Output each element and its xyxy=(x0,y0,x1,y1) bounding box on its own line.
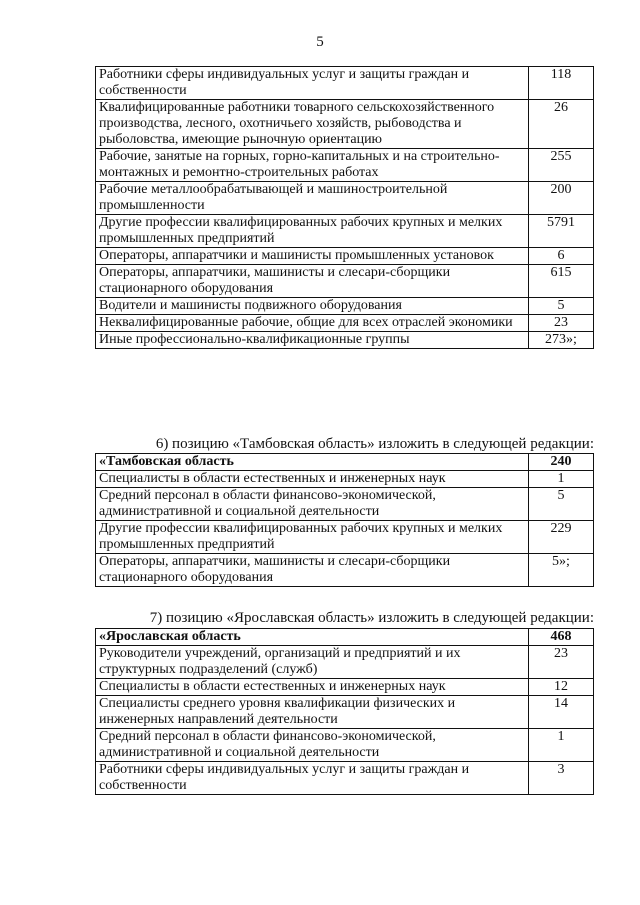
table-row xyxy=(96,67,594,100)
row-value: 12 xyxy=(529,679,594,696)
table-row xyxy=(96,332,594,349)
table-row xyxy=(96,696,594,729)
table-continuation xyxy=(95,66,594,349)
row-label: Другие профессии квалифицированных рабочих крупных и мелких промышленных предприятий xyxy=(96,521,529,554)
instruction-tambov: 6) позицию «Тамбовская область» изложить в следующей редакции: xyxy=(155,436,594,452)
table-yaroslavl xyxy=(95,628,594,795)
table-row xyxy=(96,315,594,332)
table-row xyxy=(96,646,594,679)
row-label: Другие профессии квалифицированных рабочих крупных и мелких промышленных предприятий xyxy=(96,215,529,248)
region-total: 468 xyxy=(529,629,594,646)
row-label: Средний персонал в области финансово-экономической, административной и социальной деятельности xyxy=(96,488,529,521)
row-label: Иные профессионально-квалификационные группы xyxy=(96,332,529,349)
row-label: Рабочие, занятые на горных, горно-капитальных и на строительно-монтажных и ремонтно-строительных работах xyxy=(96,149,529,182)
row-value: 1 xyxy=(529,729,594,762)
row-value: 1 xyxy=(529,471,594,488)
row-label: Средний персонал в области финансово-экономической, административной и социальной деятельности xyxy=(96,729,529,762)
row-label: Операторы, аппаратчики и машинисты промышленных установок xyxy=(96,248,529,265)
table-row xyxy=(96,729,594,762)
row-label: Работники сферы индивидуальных услуг и защиты граждан и собственности xyxy=(96,67,529,100)
row-value: 229 xyxy=(529,521,594,554)
region-name: «Тамбовская область xyxy=(96,454,529,471)
row-label: Работники сферы индивидуальных услуг и защиты граждан и собственности xyxy=(96,762,529,795)
row-label: Рабочие металлообрабатывающей и машиностроительной промышленности xyxy=(96,182,529,215)
row-value: 3 xyxy=(529,762,594,795)
row-value: 5 xyxy=(529,488,594,521)
instruction-yaroslavl: 7) позицию «Ярославская область» изложить в следующей редакции: xyxy=(149,610,594,626)
row-label: Неквалифицированные рабочие, общие для всех отраслей экономики xyxy=(96,315,529,332)
row-value: 5»; xyxy=(529,554,594,587)
table-tambov xyxy=(95,453,594,587)
table-row xyxy=(96,762,594,795)
row-value: 26 xyxy=(529,100,594,149)
row-value: 255 xyxy=(529,149,594,182)
row-label: Руководители учреждений, организаций и предприятий и их структурных подразделений (служб) xyxy=(96,646,529,679)
row-label: Специалисты в области естественных и инженерных наук xyxy=(96,471,529,488)
table-row xyxy=(96,554,594,587)
table-row xyxy=(96,521,594,554)
table-row xyxy=(96,182,594,215)
row-value: 200 xyxy=(529,182,594,215)
row-label: Операторы, аппаратчики, машинисты и слесари-сборщики стационарного оборудования xyxy=(96,265,529,298)
table-row xyxy=(96,471,594,488)
table-row xyxy=(96,298,594,315)
row-value: 118 xyxy=(529,67,594,100)
table-row xyxy=(96,100,594,149)
row-label: Специалисты среднего уровня квалификации физических и инженерных направлений деятельности xyxy=(96,696,529,729)
row-value: 6 xyxy=(529,248,594,265)
table-header-row xyxy=(96,454,594,471)
row-value: 615 xyxy=(529,265,594,298)
row-value: 5791 xyxy=(529,215,594,248)
table-row xyxy=(96,215,594,248)
region-name: «Ярославская область xyxy=(96,629,529,646)
table-row xyxy=(96,679,594,696)
row-label: Водители и машинисты подвижного оборудования xyxy=(96,298,529,315)
table-row xyxy=(96,248,594,265)
table-row xyxy=(96,149,594,182)
row-value: 23 xyxy=(529,646,594,679)
row-value: 273»; xyxy=(529,332,594,349)
page-number: 5 xyxy=(316,34,324,50)
table-row xyxy=(96,265,594,298)
row-label: Специалисты в области естественных и инженерных наук xyxy=(96,679,529,696)
row-label: Квалифицированные работники товарного сельскохозяйственного производства, лесного, охотничьего хозяйств, рыбоводства и рыболовства, имеющие рыночную ориентацию xyxy=(96,100,529,149)
row-value: 23 xyxy=(529,315,594,332)
table-row xyxy=(96,488,594,521)
row-value: 5 xyxy=(529,298,594,315)
row-label: Операторы, аппаратчики, машинисты и слесари-сборщики стационарного оборудования xyxy=(96,554,529,587)
row-value: 14 xyxy=(529,696,594,729)
region-total: 240 xyxy=(529,454,594,471)
table-header-row xyxy=(96,629,594,646)
